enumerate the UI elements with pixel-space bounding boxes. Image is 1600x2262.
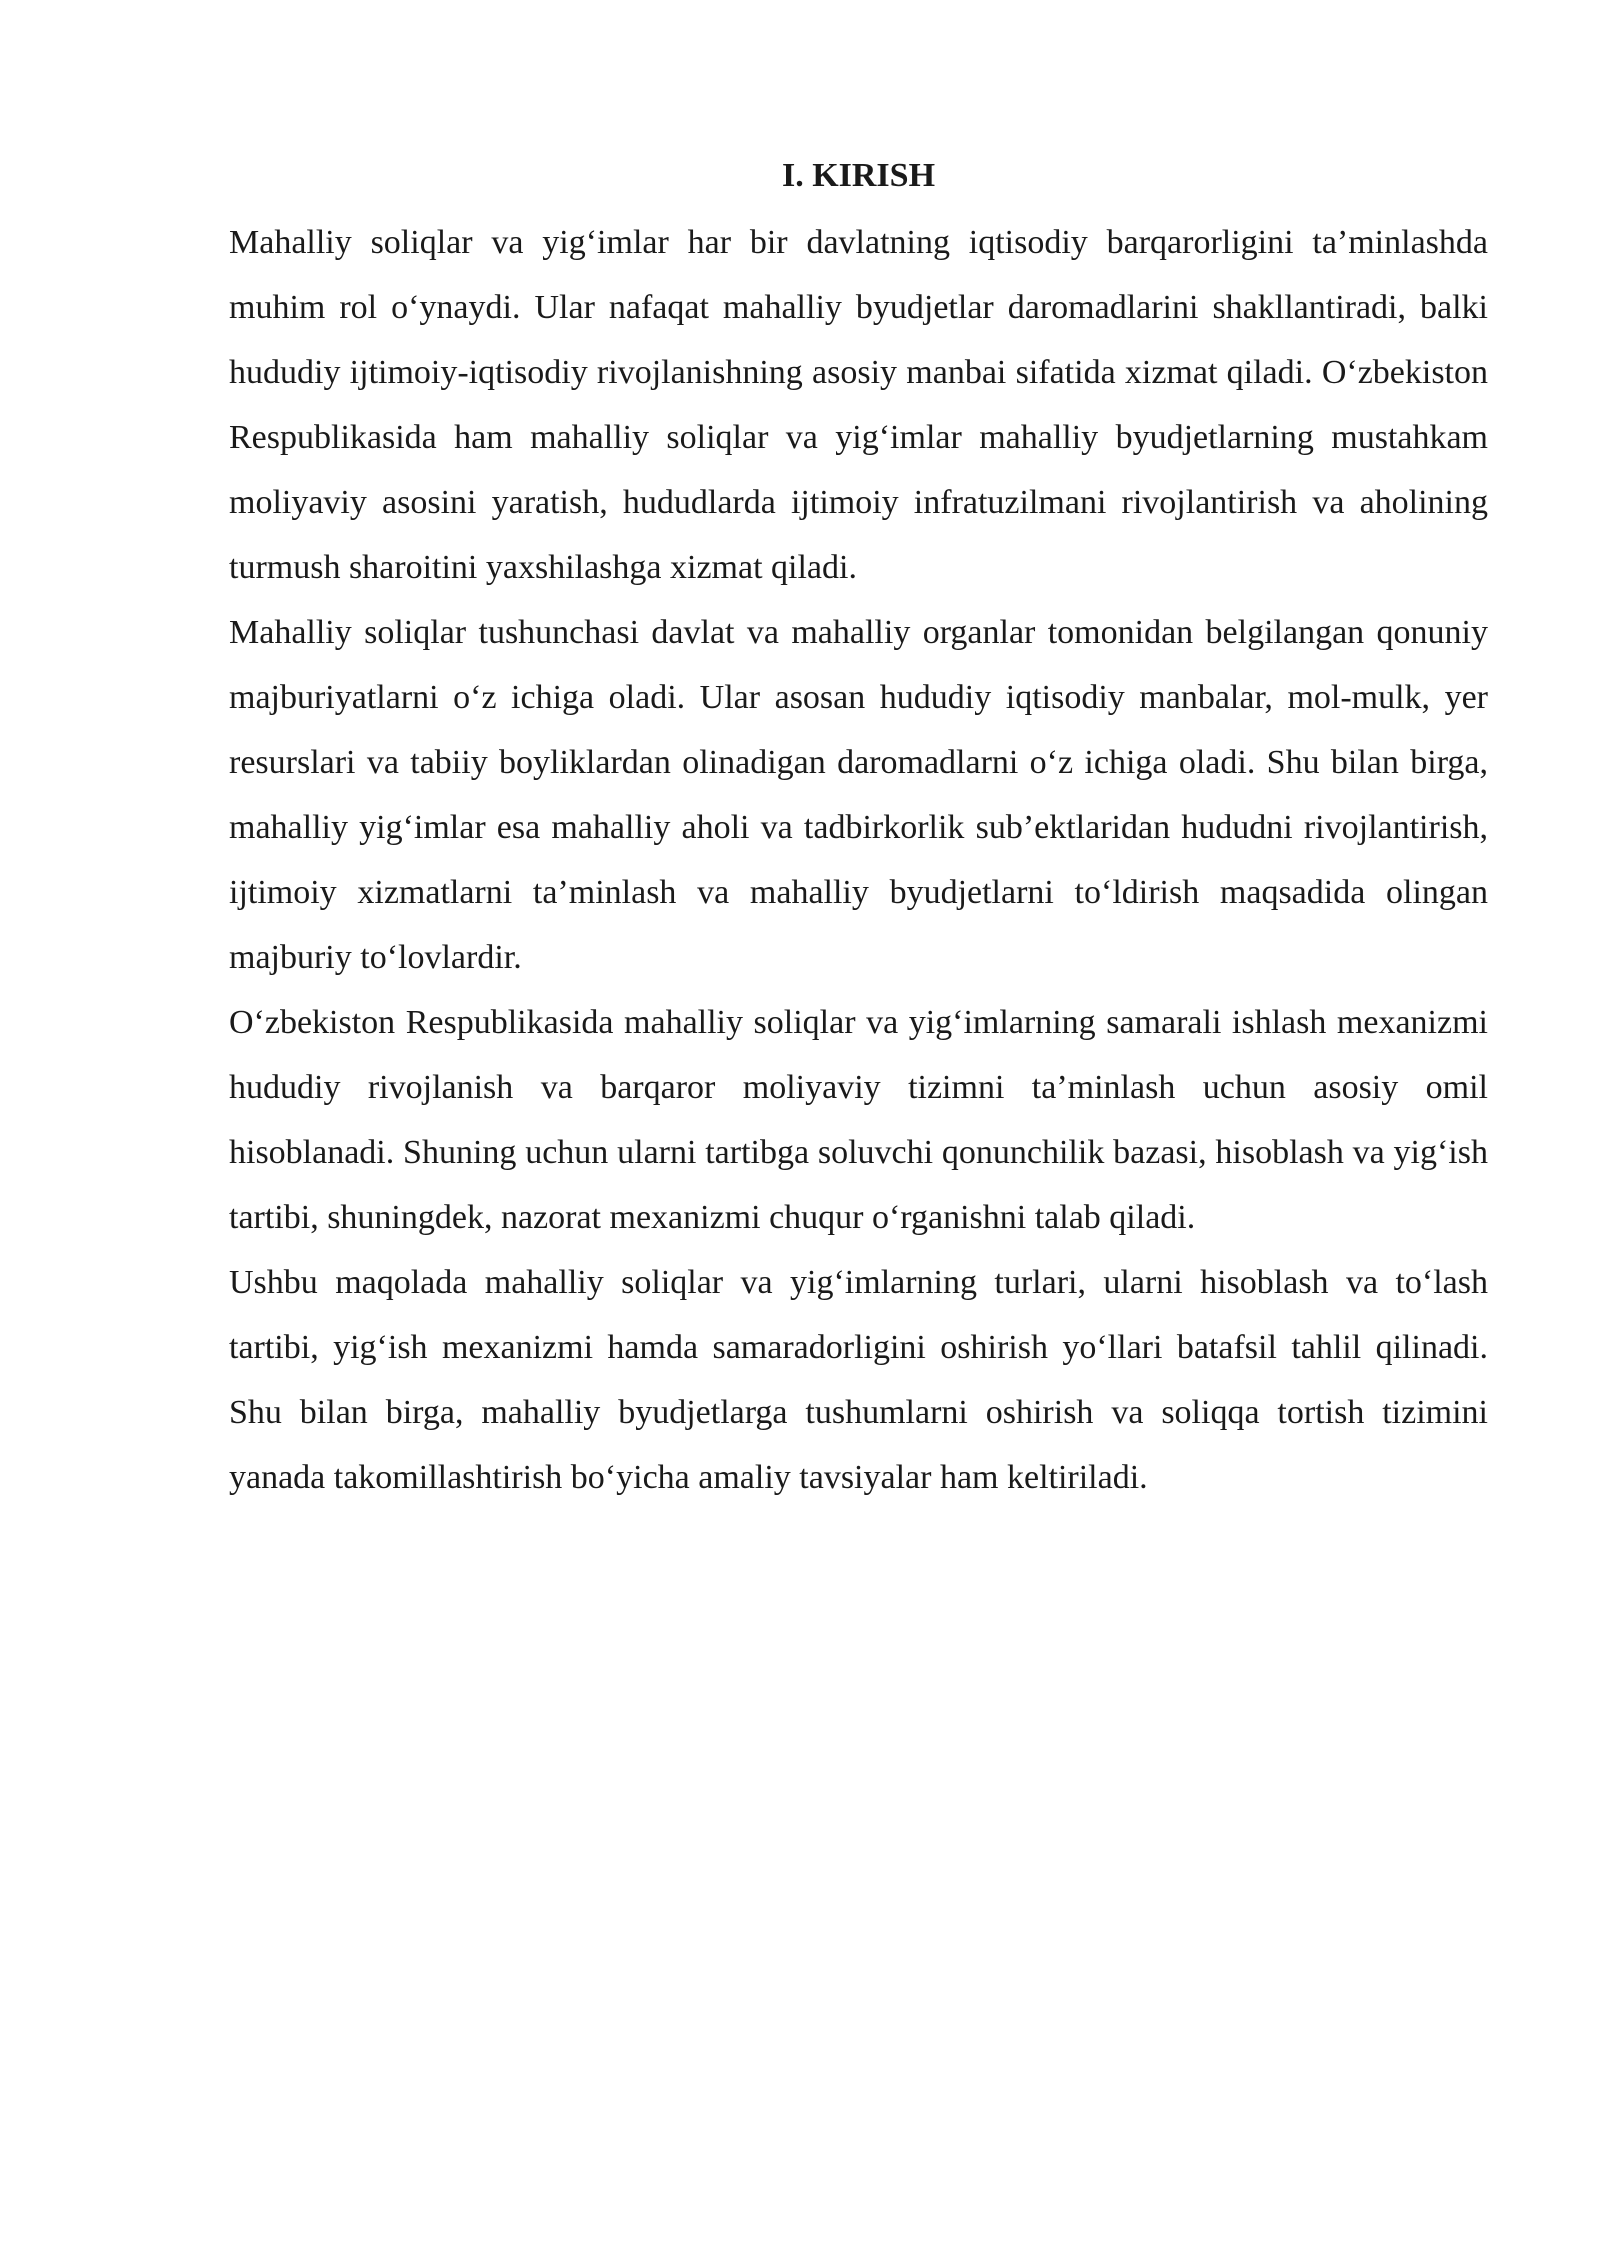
paragraph-1: Mahalliy soliqlar va yig‘imlar har bir davlatning iqtisodiy barqarorligini ta’minlashda muhim rol o‘ynaydi. Ular nafaqat mahalliy byudjetlar daromadlarini shakllantiradi, balki hududiy ijtimoiy-iqtisodiy rivojlanishning asosiy manbai sifatida xizmat qiladi. O‘zbekiston Respublikasida ham mahalliy soliqlar va yig‘imlar mahalliy byudjetlarning mustahkam moliyaviy asosini yaratish, hududlarda ijtimoiy infratuzilmani rivojlantirish va aholining turmush sharoitini yaxshilashga xizmat qiladi. (229, 224, 1488, 586)
paragraph-3: O‘zbekiston Respublikasida mahalliy soliqlar va yig‘imlarning samarali ishlash mexanizmi hududiy rivojlanish va barqaror moliyaviy tizimni ta’minlash uchun asosiy omil hisoblanadi. Shuning uchun ularni tartibga soluvchi qonunchilik bazasi, hisoblash va yig‘ish tartibi, shuningdek, nazorat mexanizmi chuqur o‘rganishni talab qiladi. (229, 1004, 1488, 1236)
document-body (229, 150, 1488, 1510)
section-heading: I. KIRISH (781, 157, 936, 194)
paragraph-4: Ushbu maqolada mahalliy soliqlar va yig‘imlarning turlari, ularni hisoblash va to‘lash tartibi, yig‘ish mexanizmi hamda samaradorligini oshirish yo‘llari batafsil tahlil qilinadi. Shu bilan birga, mahalliy byudjetlarga tushumlarni oshirish va soliqqa tortish tizimini yanada takomillashtirish bo‘yicha amaliy tavsiyalar ham keltiriladi. (229, 1264, 1488, 1496)
paragraph-2: Mahalliy soliqlar tushunchasi davlat va mahalliy organlar tomonidan belgilangan qonuniy majburiyatlarni o‘z ichiga oladi. Ular asosan hududiy iqtisodiy manbalar, mol-mulk, yer resurslari va tabiiy boyliklardan olinadigan daromadlarni o‘z ichiga oladi. Shu bilan birga, mahalliy yig‘imlar esa mahalliy aholi va tadbirkorlik sub’ektlaridan hududni rivojlantirish, ijtimoiy xizmatlarni ta’minlash va mahalliy byudjetlarni to‘ldirish maqsadida olingan majburiy to‘lovlardir. (229, 614, 1488, 976)
